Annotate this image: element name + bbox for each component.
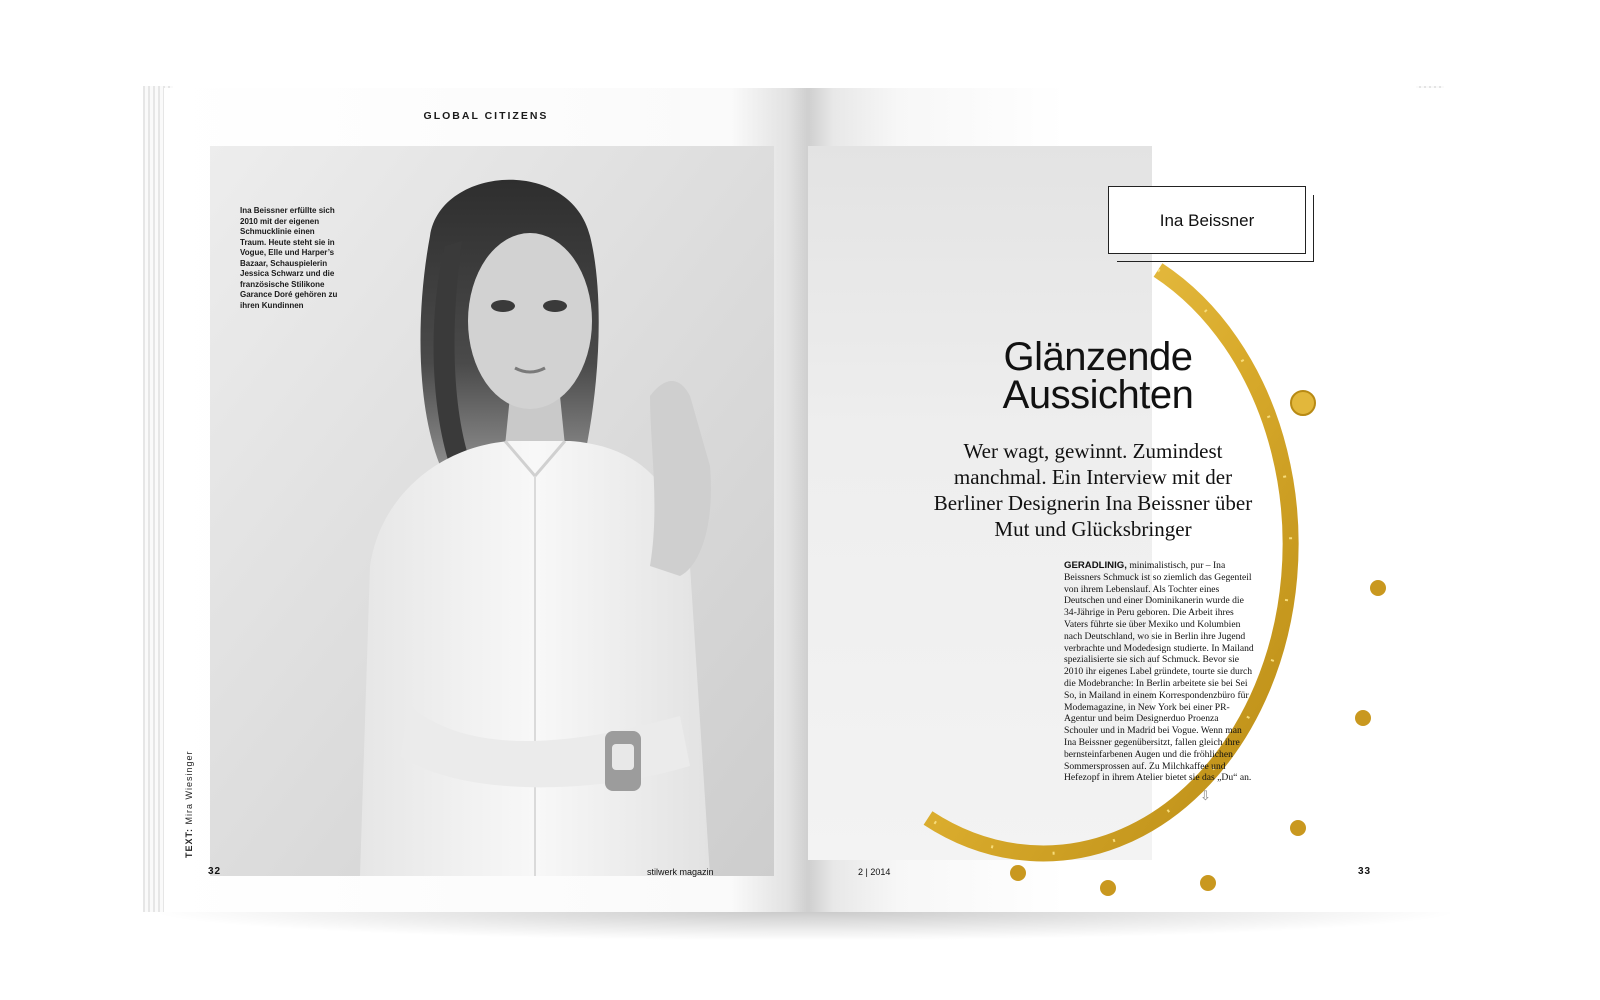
headline-line-1: Glänzende bbox=[1003, 335, 1193, 379]
right-page bbox=[808, 88, 1452, 912]
subhead: Wer wagt, gewinnt. Zumindest manchmal. Ein Interview mit der Berliner Designerin Ina Beissner über Mut und Glücksbringer bbox=[933, 439, 1253, 541]
body-lead: GERADLINIG, bbox=[1064, 560, 1127, 571]
magazine-name: stilwerk magazin bbox=[647, 867, 714, 877]
body-text bbox=[1064, 560, 1254, 784]
name-box bbox=[1108, 186, 1306, 254]
portrait-photo bbox=[210, 146, 774, 876]
credit-name: Mira Wiesinger bbox=[184, 750, 194, 825]
left-page bbox=[164, 88, 808, 912]
page-number-left: 32 bbox=[208, 866, 222, 877]
headline-line-2: Aussichten bbox=[1002, 373, 1194, 417]
running-head: GLOBAL CITIZENS bbox=[423, 110, 549, 122]
name-box-label: Ina Beissner bbox=[1159, 211, 1255, 230]
headline bbox=[948, 335, 1248, 417]
page-number-right: 33 bbox=[1358, 866, 1372, 877]
text-credit bbox=[184, 750, 194, 858]
photo-caption: Ina Beissner erfüllte sich 2010 mit der eigenen Schmucklinie einen Traum. Heute steht sie in Vogue, Elle und Harper’s Bazaar, Schauspielerin Jessica Schwarz und die französische Stilikone Garance Doré gehören zu ihren Kundinnen bbox=[240, 206, 338, 310]
down-arrow-icon: ⇩ bbox=[1200, 788, 1211, 803]
issue-number: 2 | 2014 bbox=[858, 867, 891, 877]
credit-label: TEXT: bbox=[184, 827, 194, 858]
body-copy: minimalistisch, pur – Ina Beissners Schmuck ist so ziemlich das Gegenteil von ihrem Lebenslauf. Als Tochter eines Deutschen und einer Dominikanerin wurde die 34-Jährige in Peru geboren. Die Arbeit ihres Vaters führte sie über Mexiko und Kolumbien nach Deutschland, wo sie in Berlin ihre Jugend verbrachte und Modedesign studierte. In Mailand spezialisierte sie sich auf Schmuck. Bevor sie 2010 ihr eigenes Label gründete, tourte sie durch die Modebranche: In Berlin arbeitete sie bei Sei So, in Mailand in einem Korrespondenzbüro für Modemagazine, in New York bei einer PR-Agentur und beim Designerduo Proenza Schouler und in Madrid bei Vogue. Wenn man Ina Beissner gegenübersitzt, fallen gleich ihre bernsteinfarbenen Augen und die fröhlichen Sommersprossen auf. Zu Milchkaffee und Hefezopf in ihrem Atelier bietet sie das „Du“ an. bbox=[1064, 560, 1254, 784]
